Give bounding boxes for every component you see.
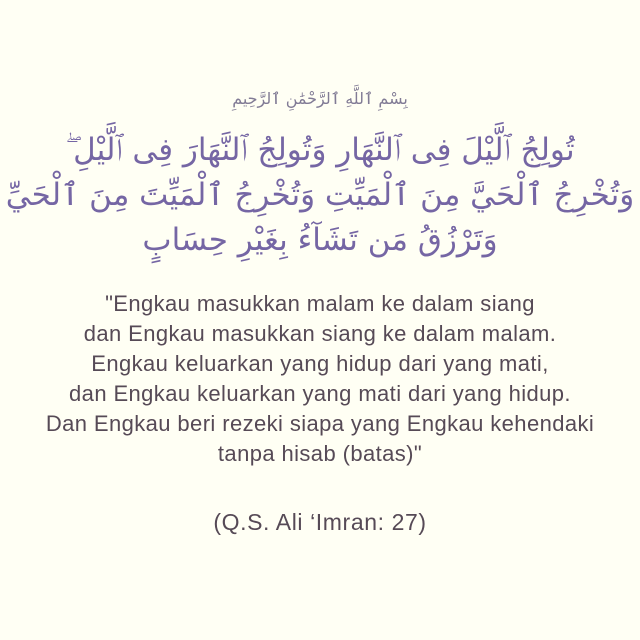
bismillah-text: بِسْمِ ٱللَّهِ ٱلرَّحْمَٰنِ ٱلرَّحِيمِ xyxy=(232,89,408,108)
translation-line-3: Engkau keluarkan yang hidup dari yang mati, xyxy=(91,351,549,376)
translation-line-2: dan Engkau masukkan siang ke dalam malam. xyxy=(83,321,557,346)
translation-line-6: tanpa hisab (batas)" xyxy=(217,441,423,466)
translation-line-4: dan Engkau keluarkan yang mati dari yang hidup. xyxy=(69,381,571,406)
arabic-verse-line-3: وَتَرْزُقُ مَن تَشَآءُ بِغَيْرِ حِسَابٍ xyxy=(142,222,498,258)
translation-line-1: "Engkau masukkan malam ke dalam siang xyxy=(105,291,535,316)
arabic-verse-line-2: وَتُخْرِجُ ٱلْحَيَّ مِنَ ٱلْمَيِّتِ وَتُخْرِجُ ٱلْمَيِّتَ مِنَ ٱلْحَيِّ xyxy=(5,177,635,213)
indonesian-translation xyxy=(0,289,640,469)
arabic-verse xyxy=(0,128,640,263)
arabic-verse-line-1: تُولِجُ ٱلَّيْلَ فِى ٱلنَّهَارِ وَتُولِجُ ٱلنَّهَارَ فِى ٱلَّيْلِ ۖ xyxy=(65,132,575,168)
verse-citation: (Q.S. Ali ‘Imran: 27) xyxy=(213,509,427,535)
translation-line-5: Dan Engkau beri rezeki siapa yang Engkau kehendaki xyxy=(45,411,595,436)
